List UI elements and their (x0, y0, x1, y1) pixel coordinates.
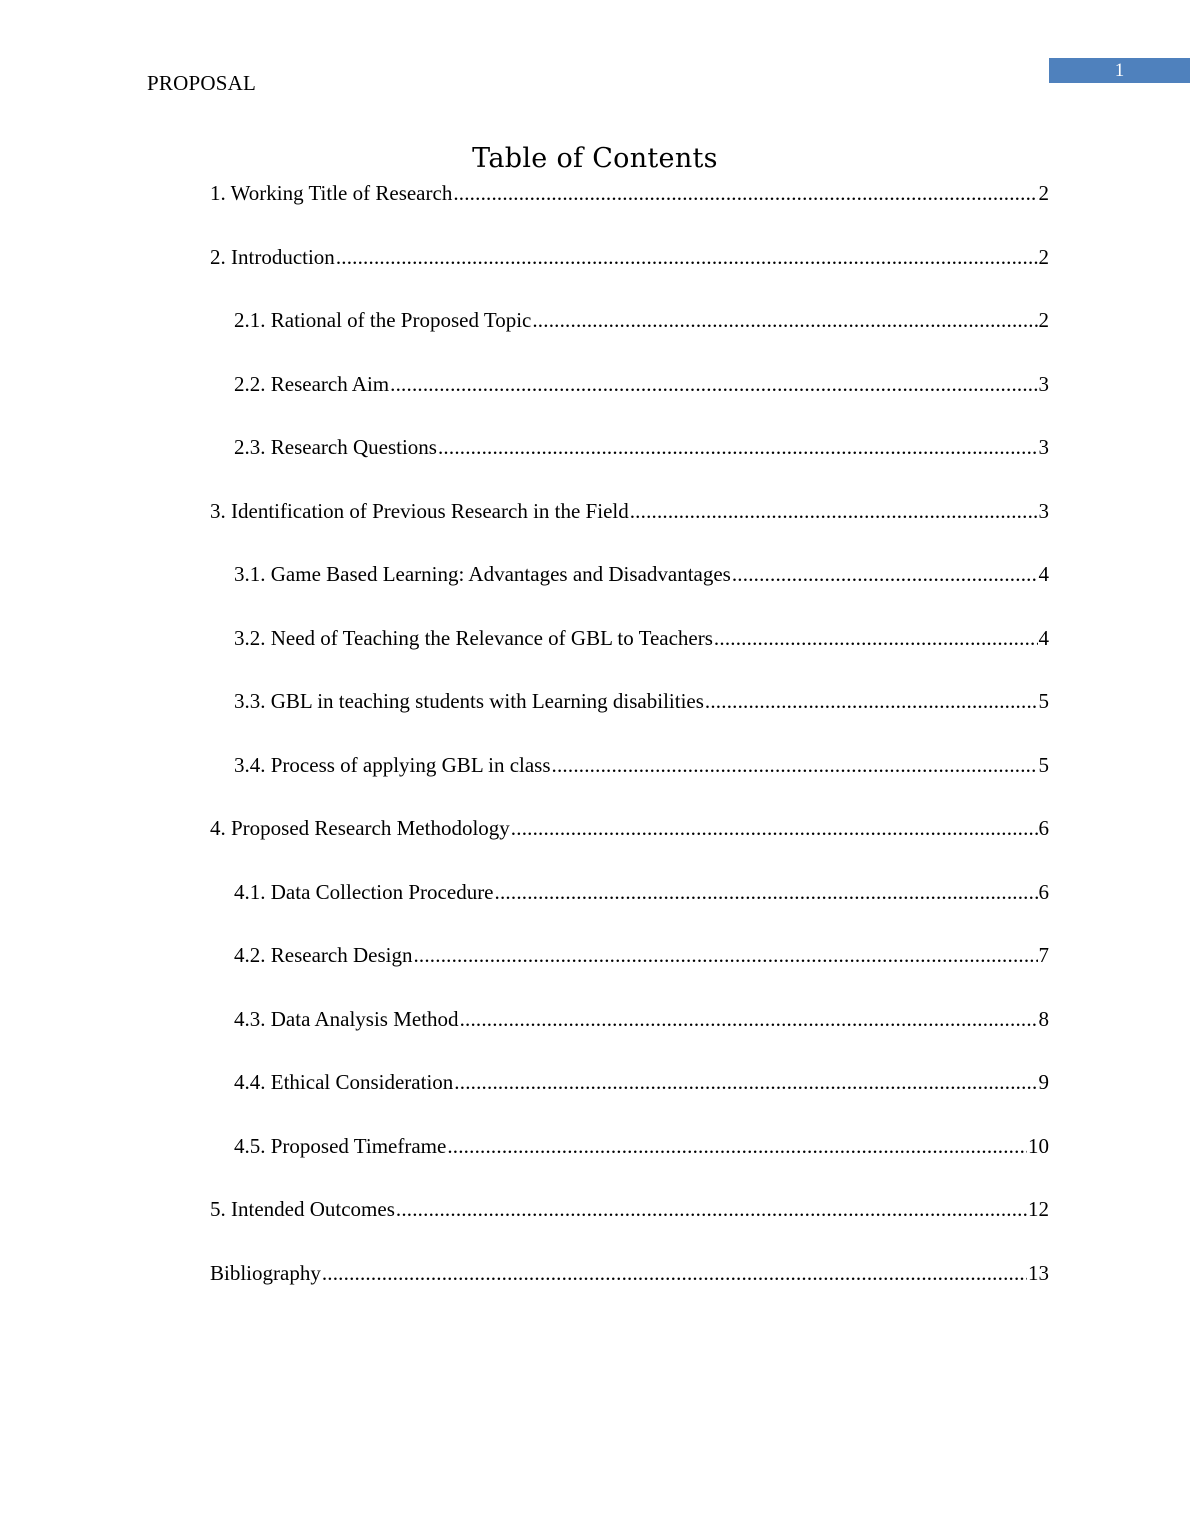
toc-entry-text[interactable]: 3.1. Game Based Learning: Advantages and Disadvantages (234, 562, 731, 586)
toc-dot-leader (532, 305, 1037, 335)
toc-entry-page[interactable]: 6 (1038, 879, 1049, 904)
toc-dot-leader (630, 496, 1038, 526)
toc-entry-page[interactable]: 2 (1038, 308, 1049, 332)
toc-entry-page[interactable]: 3 (1038, 371, 1049, 396)
toc-entry-text[interactable]: 2.1. Rational of the Proposed Topic (234, 308, 532, 332)
toc-dot-leader (495, 877, 1038, 907)
toc-entry-text[interactable]: 5. Intended Outcomes (210, 1197, 395, 1221)
toc-dot-leader (460, 1004, 1038, 1034)
toc-entry-page[interactable]: 2 (1038, 244, 1049, 269)
toc-dot-leader (447, 1131, 1027, 1161)
toc-entry-page[interactable]: 5 (1038, 689, 1049, 713)
toc-entry-page[interactable]: 2 (1038, 181, 1049, 205)
toc-title: Table of Contents (472, 143, 718, 174)
toc-entry[interactable] (210, 940, 1049, 1004)
toc-dot-leader (552, 750, 1038, 780)
toc-list (210, 178, 1049, 1321)
toc-entry-page[interactable]: 6 (1038, 816, 1049, 840)
toc-entry-text[interactable]: 2. Introduction (210, 244, 335, 269)
toc-entry-page[interactable]: 8 (1038, 1006, 1049, 1031)
toc-dot-leader (396, 1194, 1027, 1224)
toc-entry-text[interactable]: 2.3. Research Questions (234, 435, 437, 459)
toc-entry-page[interactable]: 3 (1038, 435, 1049, 459)
toc-entry[interactable] (210, 305, 1049, 369)
toc-dot-leader (511, 813, 1038, 843)
toc-entry[interactable] (210, 686, 1049, 750)
toc-entry-text[interactable]: 4.5. Proposed Timeframe (234, 1133, 447, 1158)
toc-entry-page[interactable]: 5 (1038, 752, 1049, 777)
toc-entry[interactable] (210, 1131, 1049, 1195)
toc-entry-page[interactable]: 10 (1028, 1133, 1049, 1158)
toc-entry[interactable] (210, 242, 1049, 306)
toc-entry-text[interactable]: 3. Identification of Previous Research in the Field (210, 498, 629, 523)
toc-entry[interactable] (210, 1194, 1049, 1258)
toc-entry[interactable] (210, 369, 1049, 433)
toc-dot-leader (336, 242, 1038, 272)
toc-entry[interactable] (210, 432, 1049, 496)
toc-entry[interactable] (210, 559, 1049, 623)
toc-entry[interactable] (210, 877, 1049, 941)
toc-dot-leader (732, 559, 1038, 589)
toc-dot-leader (454, 1067, 1037, 1097)
toc-dot-leader (705, 686, 1038, 716)
toc-entry-page[interactable]: 12 (1028, 1197, 1049, 1221)
toc-entry[interactable] (210, 750, 1049, 814)
toc-dot-leader (413, 940, 1037, 970)
toc-dot-leader (714, 623, 1038, 653)
page-number: 1 (1114, 60, 1125, 81)
toc-entry-page[interactable]: 9 (1038, 1070, 1049, 1094)
toc-entry[interactable] (210, 1067, 1049, 1131)
toc-entry-page[interactable]: 3 (1038, 498, 1049, 523)
toc-entry[interactable] (210, 178, 1049, 242)
toc-entry[interactable] (210, 1258, 1049, 1322)
toc-entry[interactable] (210, 496, 1049, 560)
toc-dot-leader (390, 369, 1037, 399)
toc-entry-page[interactable]: 7 (1038, 943, 1049, 967)
toc-entry-page[interactable]: 13 (1028, 1260, 1049, 1285)
toc-entry[interactable] (210, 623, 1049, 687)
toc-entry-text[interactable]: 3.4. Process of applying GBL in class (234, 752, 551, 777)
toc-entry-text[interactable]: 1. Working Title of Research (210, 181, 453, 205)
toc-entry-text[interactable]: 2.2. Research Aim (234, 371, 390, 396)
toc-entry-page[interactable]: 4 (1038, 562, 1049, 586)
toc-entry[interactable] (210, 813, 1049, 877)
toc-entry-text[interactable]: 4.3. Data Analysis Method (234, 1006, 459, 1031)
toc-entry-text[interactable]: 3.2. Need of Teaching the Relevance of GBL to Teachers (234, 625, 713, 650)
toc-entry-text[interactable]: Bibliography (210, 1260, 321, 1285)
toc-entry-text[interactable]: 3.3. GBL in teaching students with Learning disabilities (234, 689, 704, 713)
toc-entry-text[interactable]: 4.2. Research Design (234, 943, 413, 967)
toc-dot-leader (322, 1258, 1027, 1288)
toc-entry-text[interactable]: 4.1. Data Collection Procedure (234, 879, 494, 904)
toc-dot-leader (453, 178, 1037, 208)
toc-entry-page[interactable]: 4 (1038, 625, 1049, 650)
running-head: PROPOSAL (147, 71, 256, 95)
toc-dot-leader (438, 432, 1038, 462)
toc-entry[interactable] (210, 1004, 1049, 1068)
toc-entry-text[interactable]: 4. Proposed Research Methodology (210, 816, 510, 840)
toc-entry-text[interactable]: 4.4. Ethical Consideration (234, 1070, 454, 1094)
page-number-badge (1049, 58, 1190, 83)
